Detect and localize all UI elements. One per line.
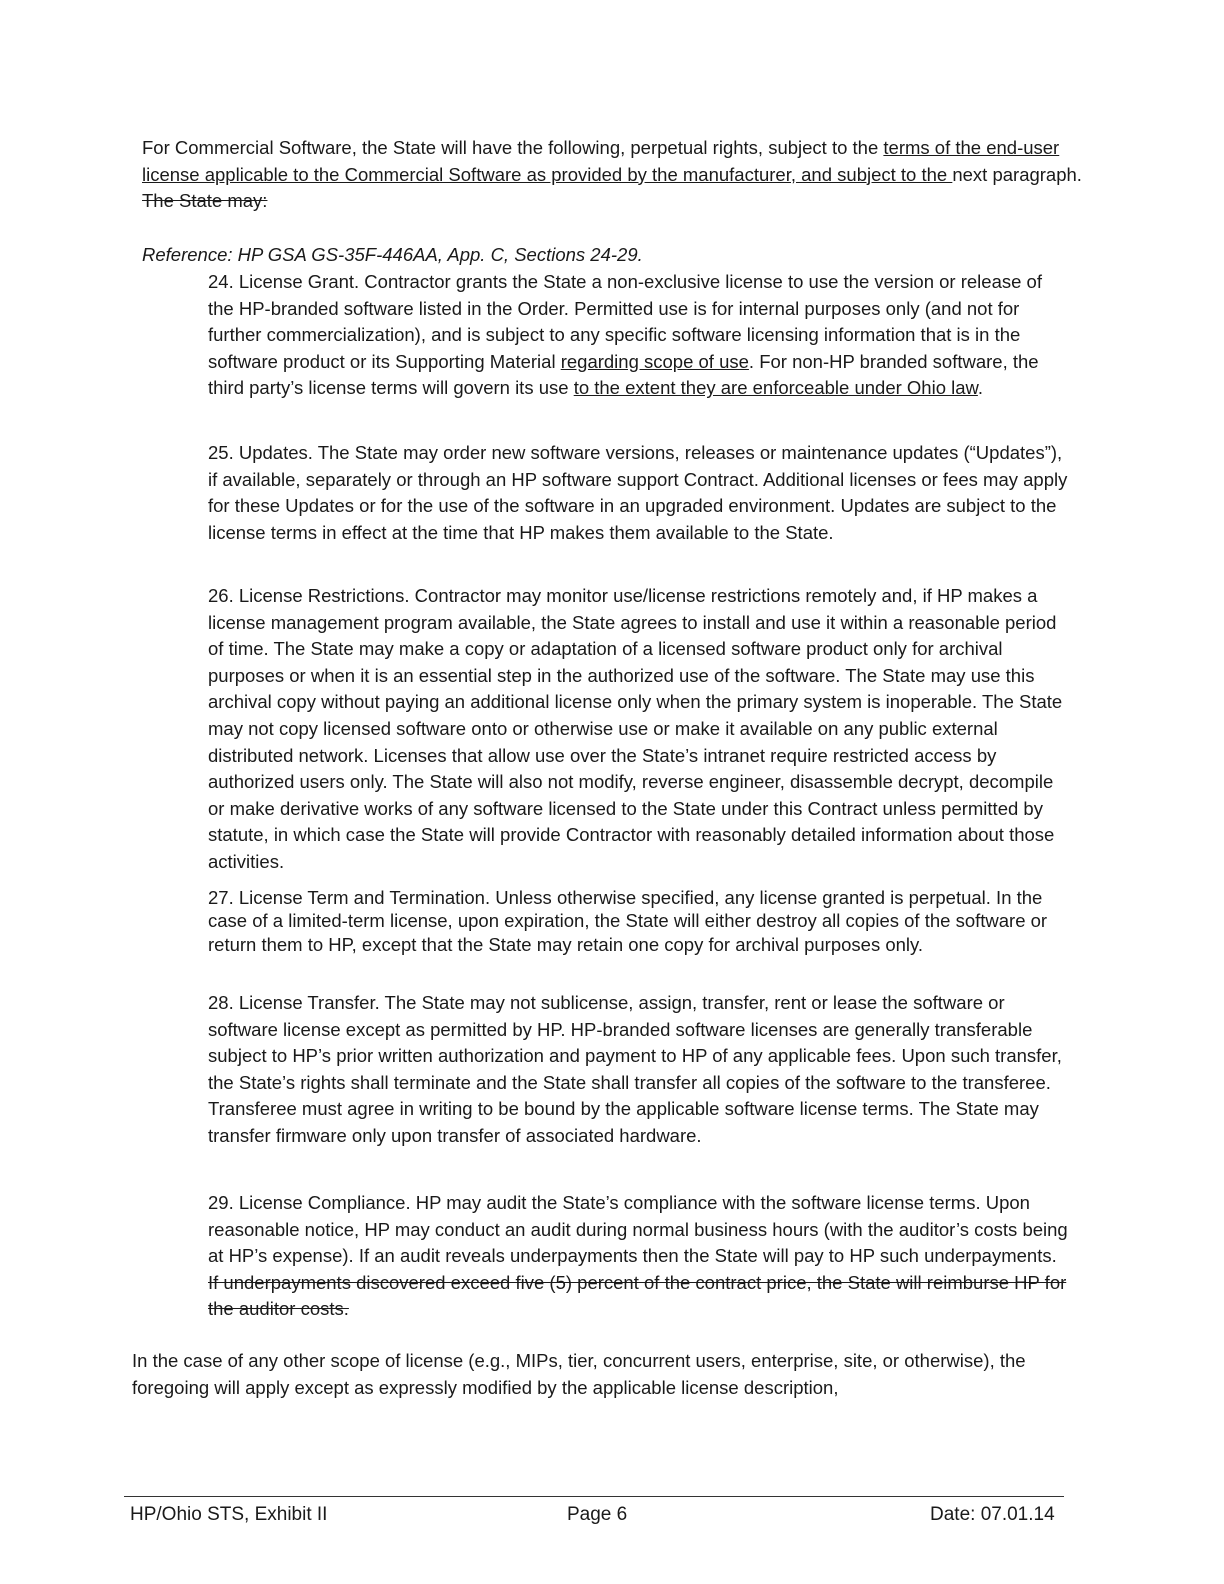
intro-paragraph [142,135,1082,215]
section-24-underline-ohio-law: to the extent they are enforceable under Ohio law [573,377,978,399]
section-25-updates: 25. Updates. The State may order new software versions, releases or maintenance updates (“Updates”), if available, separately or through an HP software support Contract. Additional licenses or fees may apply for these Updates or for the use of the software in an upgraded environment. Updates are subject to the license terms in effect at the time that HP makes them available to the State. [208,442,1068,543]
section-24-text: 24. License Grant. Contractor grants the State a non-exclusive license to use the version or release of the HP-branded software listed in the Order. Permitted use is for internal purposes only (and not for further commercialization), and is subject to any specific software licensing information that is in the software product or its Supporting Material [208,271,1042,372]
footer-page-number: Page 6 [567,1504,628,1525]
reference-line: Reference: HP GSA GS-35F-446AA, App. C, Sections 24-29. [142,244,643,265]
intro-underlined-insertion: terms of the end-user license applicable to the Commercial Software as provided by the manufacturer, and subject to the [142,137,1060,185]
footer-document-title: HP/Ohio STS, Exhibit II [130,1504,328,1525]
section-29-license-compliance [208,1190,1068,1323]
section-24-text-3: . [977,377,984,399]
section-24-text-2: . For non-HP branded software, the third party’s license terms will govern its use [208,350,1039,399]
closing-paragraph: In the case of any other scope of license (e.g., MIPs, tier, concurrent users, enterprise, site, or otherwise), the foregoing will apply except as expressly modified by the applicable license description, [132,1350,1026,1398]
section-29-struck-deletion: If underpayments discovered exceed five (5) percent of the contract price, the State will reimburse HP for the auditor costs. [208,1271,1067,1320]
footer-divider [124,1496,1064,1497]
section-24-license-grant [208,269,1068,402]
section-28-license-transfer: 28. License Transfer. The State may not sublicense, assign, transfer, rent or lease the software or software license except as permitted by HP. HP-branded software licenses are generally transferable subject to HP’s prior written authorization and payment to HP of any applicable fees. Upon such transfer, the State’s rights shall terminate and the State shall transfer all copies of the software to the transferee. Transferee must agree in writing to be bound by the applicable software license terms. The State may transfer firmware only upon transfer of associated hardware. [208,992,1062,1146]
section-24-underline-scope: regarding scope of use [560,350,749,372]
footer-date: Date: 07.01.14 [930,1504,1055,1525]
section-27-term-and-termination: 27. License Term and Termination. Unless otherwise specified, any license granted is perpetual. In the case of a limited-term license, upon expiration, the State will either destroy all copies of the software or return them to HP, except that the State may retain one copy for archival purposes only. [208,887,1048,955]
intro-text: For Commercial Software, the State will have the following, perpetual rights, subject to the [142,137,884,158]
intro-text-end: next paragraph. [952,163,1082,185]
section-29-text: 29. License Compliance. HP may audit the State’s compliance with the software license terms. Upon reasonable notice, HP may conduct an audit during normal business hours (with the auditor’s costs being at HP’s expense). If an audit reveals underpayments then the State will pay to HP such underpayments. [208,1192,1068,1267]
section-26-license-restrictions: 26. License Restrictions. Contractor may monitor use/license restrictions remotely and, if HP makes a license management program available, the State agrees to install and use it within a reasonable period of time. The State may make a copy or adaptation of a licensed software product only for archival purposes or when it is an essential step in the authorized use of the software. The State may use this archival copy without paying an additional license only when the primary system is inoperable. The State may not copy licensed software onto or otherwise use or make it available on any public external distributed network. Licenses that allow use over the State’s intranet require restricted access by authorized users only. The State will also not modify, reverse engineer, disassemble decrypt, decompile or make derivative works of any software licensed to the State under this Contract unless permitted by statute, in which case the State will provide Contractor with reasonably detailed information about those activities. [208,585,1063,872]
intro-struck-deletion: The State may: [142,190,268,212]
